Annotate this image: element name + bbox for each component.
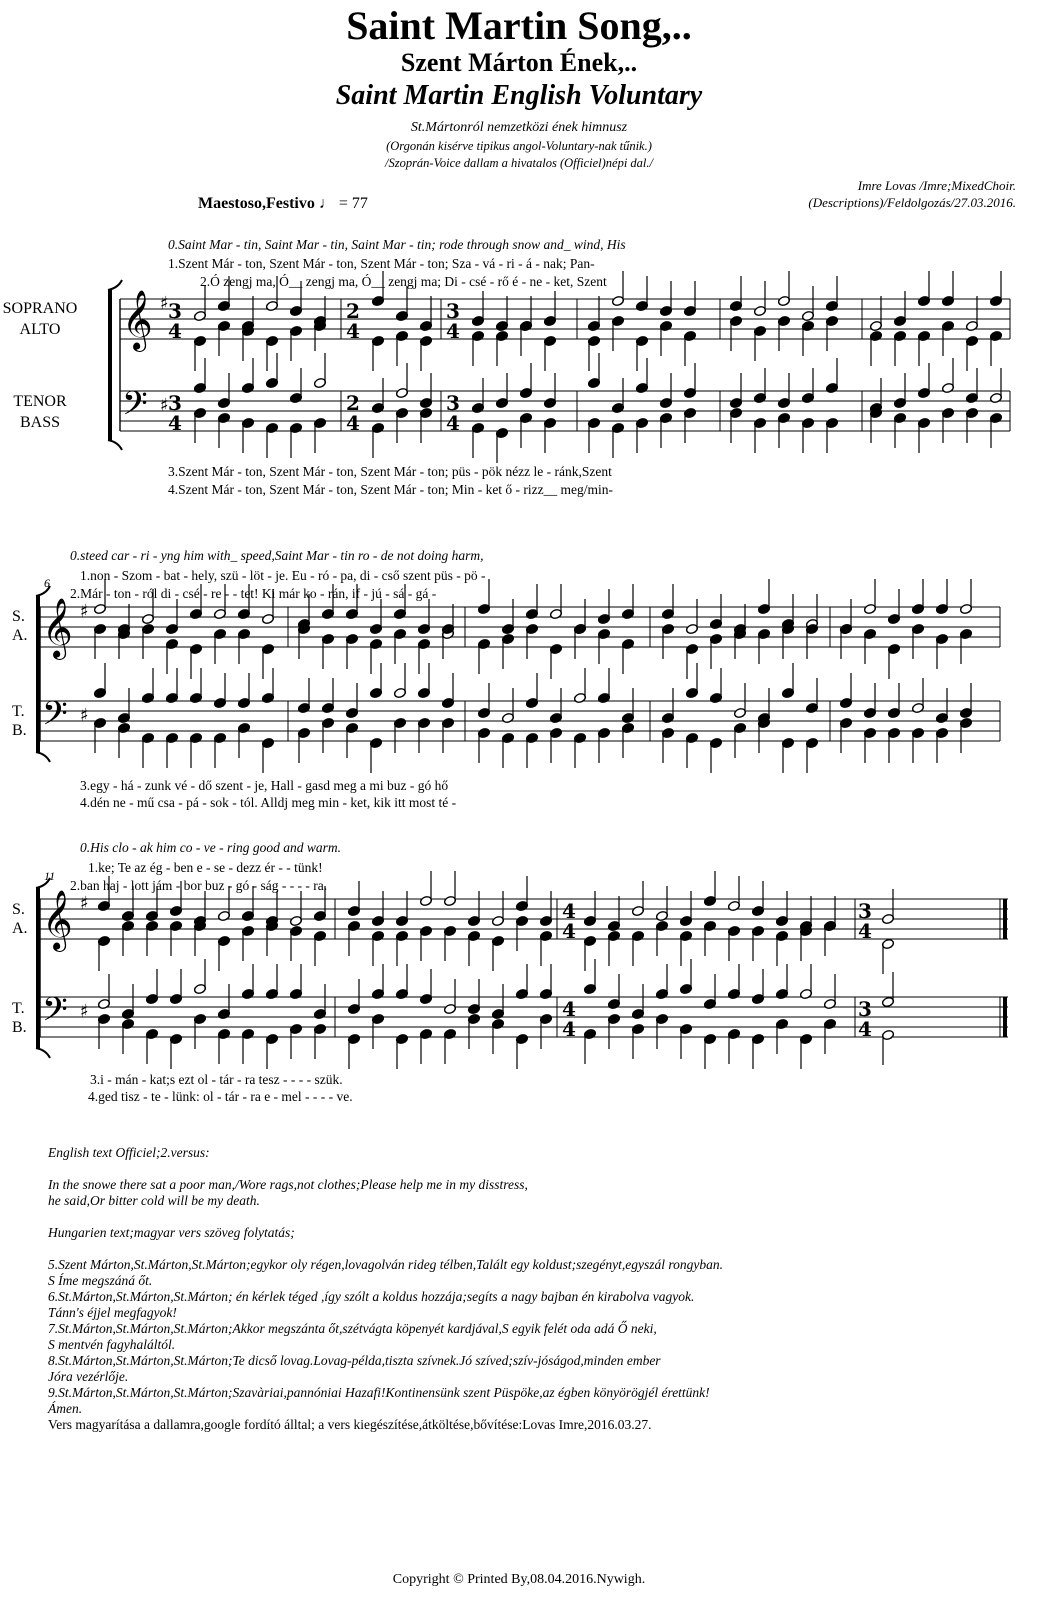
label-alto: ALTO — [19, 321, 61, 338]
time-signature-top: 3 — [858, 997, 872, 1021]
subtitle-english: Saint Martin English Voluntary — [335, 80, 703, 111]
lyrics-s1-verse-0: 0.Saint Mar - tin, Saint Mar - tin, Saint Mar - tin; rode through snow and_ wind, His — [168, 237, 626, 252]
time-signature-bottom: 4 — [346, 319, 360, 343]
verse-text-line: Vers magyarítása a dallamra,google fordító álltal; a vers kiegészítése,átköltése,bővítése:Lovas Imre,2016.03.27. — [48, 1417, 652, 1432]
time-signature-bottom: 4 — [168, 319, 182, 343]
time-signature-top: 3 — [446, 391, 460, 415]
label-b-2: B. — [12, 722, 27, 739]
author-line-1: Imre Lovas /Imre;MixedChoir. — [857, 178, 1016, 193]
system-bracket — [108, 290, 112, 440]
label-t-2: T. — [12, 703, 25, 720]
sharp-icon: ♯ — [80, 601, 89, 622]
lyrics-s2-verse-1: 1.non - Szom - bat - hely, szü - löt - je. Eu - ró - pa, di - cső szent püs - pö - — [80, 568, 486, 583]
lyrics-s2-verse-3: 3.egy - há - zunk vé - dő szent - je, Hall - gasd meg a mi buz - gó hő — [80, 778, 449, 793]
label-a-2: A. — [12, 627, 28, 644]
verse-text-line: Ámen. — [48, 1401, 83, 1416]
time-signature-bottom: 4 — [446, 411, 460, 435]
verse-text-line: Hungarien text;magyar vers szöveg folytatás; — [48, 1225, 295, 1240]
sharp-icon: ♯ — [160, 293, 169, 314]
time-signature-bottom: 4 — [562, 919, 576, 943]
author-line-2: (Descriptions)/Feldolgozás/27.03.2016. — [808, 195, 1016, 210]
label-b-3: B. — [12, 1019, 27, 1036]
label-s-3: S. — [12, 901, 25, 918]
time-signature-top: 3 — [446, 299, 460, 323]
final-barline-thick — [1003, 997, 1007, 1037]
lyrics-s3-verse-3: 3.i - mán - kat;s ezt ol - tár - ra tesz - - - - szük. — [90, 1072, 343, 1087]
time-signature-top: 3 — [858, 899, 872, 923]
lyrics-s1-verse-1: 1.Szent Már - ton, Szent Már - ton, Szent Már - ton; Sza - vá - ri - á - nak; Pan- — [168, 256, 595, 271]
verse-text-block — [48, 1145, 723, 1433]
lyrics-s3-verse-4: 4.ged tisz - te - lünk: ol - tár - ra e - mel - - - - ve. — [88, 1089, 353, 1104]
label-bass: BASS — [19, 414, 61, 431]
time-signature-top: 4 — [562, 899, 576, 923]
lyrics-s3-verse-2: 2.ban haj - lott jám - bor buz - gó - ság - - - - ra. — [70, 878, 328, 893]
label-tenor: TENOR — [13, 393, 67, 410]
verse-text-line: 5.Szent Márton,St.Márton,St.Márton;egykor oly régen,lovagolván rideg télben,Talált egy koldust;szegényt,egyszál rongyban. — [48, 1257, 724, 1272]
time-signature-bottom: 4 — [858, 919, 872, 943]
verse-text-line — [48, 1161, 723, 1177]
lyrics-s3-verse-0: 0.His clo - ak him co - ve - ring good and warm. — [80, 840, 341, 855]
treble-clef-icon: 𝄞 — [122, 290, 153, 350]
bracket-bottom — [36, 1048, 50, 1058]
time-signature-bottom: 4 — [562, 1017, 576, 1041]
bass-clef-icon: 𝄢 — [122, 385, 148, 431]
sharp-icon: ♯ — [160, 395, 169, 416]
measure-number-11: 11 — [44, 869, 56, 883]
verse-text-line: 9.St.Márton,St.Márton,St.Márton;Szavàriai,pannóniai Hazafi!Kontinensünk szent Püspöke,az égben könyörögjél érettünk! — [48, 1385, 710, 1400]
time-signature-bottom: 4 — [346, 411, 360, 435]
sharp-icon: ♯ — [80, 1001, 89, 1022]
verse-text-line: S Íme megszáná őt. — [48, 1273, 153, 1288]
quarter-note-icon: ♩ — [318, 195, 335, 212]
lyrics-s2-verse-0: 0.steed car - ri - yng him with_ speed,Saint Mar - tin ro - de not doing harm, — [70, 548, 484, 563]
sharp-icon: ♯ — [80, 705, 89, 726]
lyrics-s1-verse-2: 2.Ó zengj ma, Ó__ zengj ma, Ó__ zengj ma; Di - csé - rő é - ne - ket, Szent — [200, 274, 607, 289]
final-barline-thick — [1003, 899, 1007, 939]
info-line-1: St.Mártonról nemzetközi ének himnusz — [410, 120, 628, 135]
label-a-3: A. — [12, 920, 28, 937]
label-t-3: T. — [12, 1000, 25, 1017]
label-soprano: SOPRANO — [2, 300, 78, 317]
treble-clef-icon: 𝄞 — [42, 598, 73, 658]
time-signature-top: 2 — [346, 299, 360, 323]
lyrics-s1-verse-4: 4.Szent Már - ton, Szent Már - ton, Szent Már - ton; Min - ket ő - rizz__ meg/min- — [168, 482, 614, 497]
bracket-bottom — [108, 440, 122, 450]
verse-text-line: S mentvén fagyhaláltól. — [48, 1337, 176, 1352]
verse-text-line: English text Officiel;2.versus: — [48, 1145, 210, 1160]
verse-text-line — [48, 1241, 723, 1257]
measure-number-6: 6 — [44, 576, 50, 590]
time-signature-top: 3 — [168, 299, 182, 323]
lyrics-s2-verse-4: 4.dén ne - mű csa - pá - sok - tól. Alldj meg min - ket, kik itt most té - — [80, 795, 457, 810]
label-s-2: S. — [12, 608, 25, 625]
page-title: Saint Martin Song,.. — [346, 3, 692, 48]
sharp-icon: ♯ — [80, 893, 89, 914]
subtitle-hungarian: Szent Márton Ének,.. — [400, 48, 638, 77]
verse-text-line: In the snowe there sat a poor man,/Wore rags,not clothes;Please help me in my disstress, — [48, 1177, 528, 1192]
lyrics-s3-verse-1: 1.ke; Te az ég - ben e - se - dezz ér - - tünk! — [88, 860, 323, 875]
tempo-value: = 77 — [338, 195, 368, 212]
bracket-top — [108, 280, 122, 290]
verse-text-line — [48, 1209, 723, 1225]
time-signature-bottom: 4 — [168, 411, 182, 435]
bass-clef-icon: 𝄢 — [42, 991, 68, 1037]
info-line-3: /Szoprán-Voice dallam a hivatalos (Officiel)népi dal./ — [384, 156, 654, 170]
time-signature-top: 4 — [562, 997, 576, 1021]
verse-text-line: 8.St.Márton,St.Márton,St.Márton;Te dicső lovag.Lovag-példa,tiszta szívnek.Jó szíved;szív-jóságod,minden ember — [48, 1353, 661, 1368]
time-signature-bottom: 4 — [446, 319, 460, 343]
verse-text-line: Tánn's éjjel megfagyok! — [48, 1305, 177, 1320]
time-signature-top: 3 — [168, 391, 182, 415]
verse-text-line: 6.St.Márton,St.Márton,St.Márton; én kérlek téged ,így szólt a koldus hozzája;segíts a nagy bajban én kirabolva vagyok. — [48, 1289, 695, 1304]
footer-copyright: Copyright © Printed By,08.04.2016.Nywigh. — [392, 1572, 646, 1587]
time-signature-top: 2 — [346, 391, 360, 415]
verse-text-line: Jóra vezérlője. — [48, 1369, 129, 1384]
lyrics-s1-verse-3: 3.Szent Már - ton, Szent Már - ton, Szent Már - ton; püs - pök nézz le - ránk,Szent — [168, 464, 612, 479]
bracket-bottom — [36, 752, 50, 762]
time-signature-bottom: 4 — [858, 1017, 872, 1041]
info-line-2: (Orgonán kisérve tipikus angol-Voluntary-nak tűnik.) — [386, 139, 652, 153]
verse-text-line: he said,Or bitter cold will be my death. — [48, 1193, 260, 1208]
bass-clef-icon: 𝄢 — [42, 695, 68, 741]
verse-text-line: 7.St.Márton,St.Márton,St.Márton;Akkor megszánta őt,szétvágta köpenyét kardjával,S egyik felét oda adá Ő neki, — [48, 1321, 657, 1336]
tempo-label: Maestoso,Festivo — [198, 195, 315, 212]
lyrics-s2-verse-2: 2.Már - ton - ról di - csé - re - - tet! Ki már ko - rán, if - jú - sá - gá - — [70, 586, 437, 601]
treble-clef-icon: 𝄞 — [42, 890, 73, 950]
